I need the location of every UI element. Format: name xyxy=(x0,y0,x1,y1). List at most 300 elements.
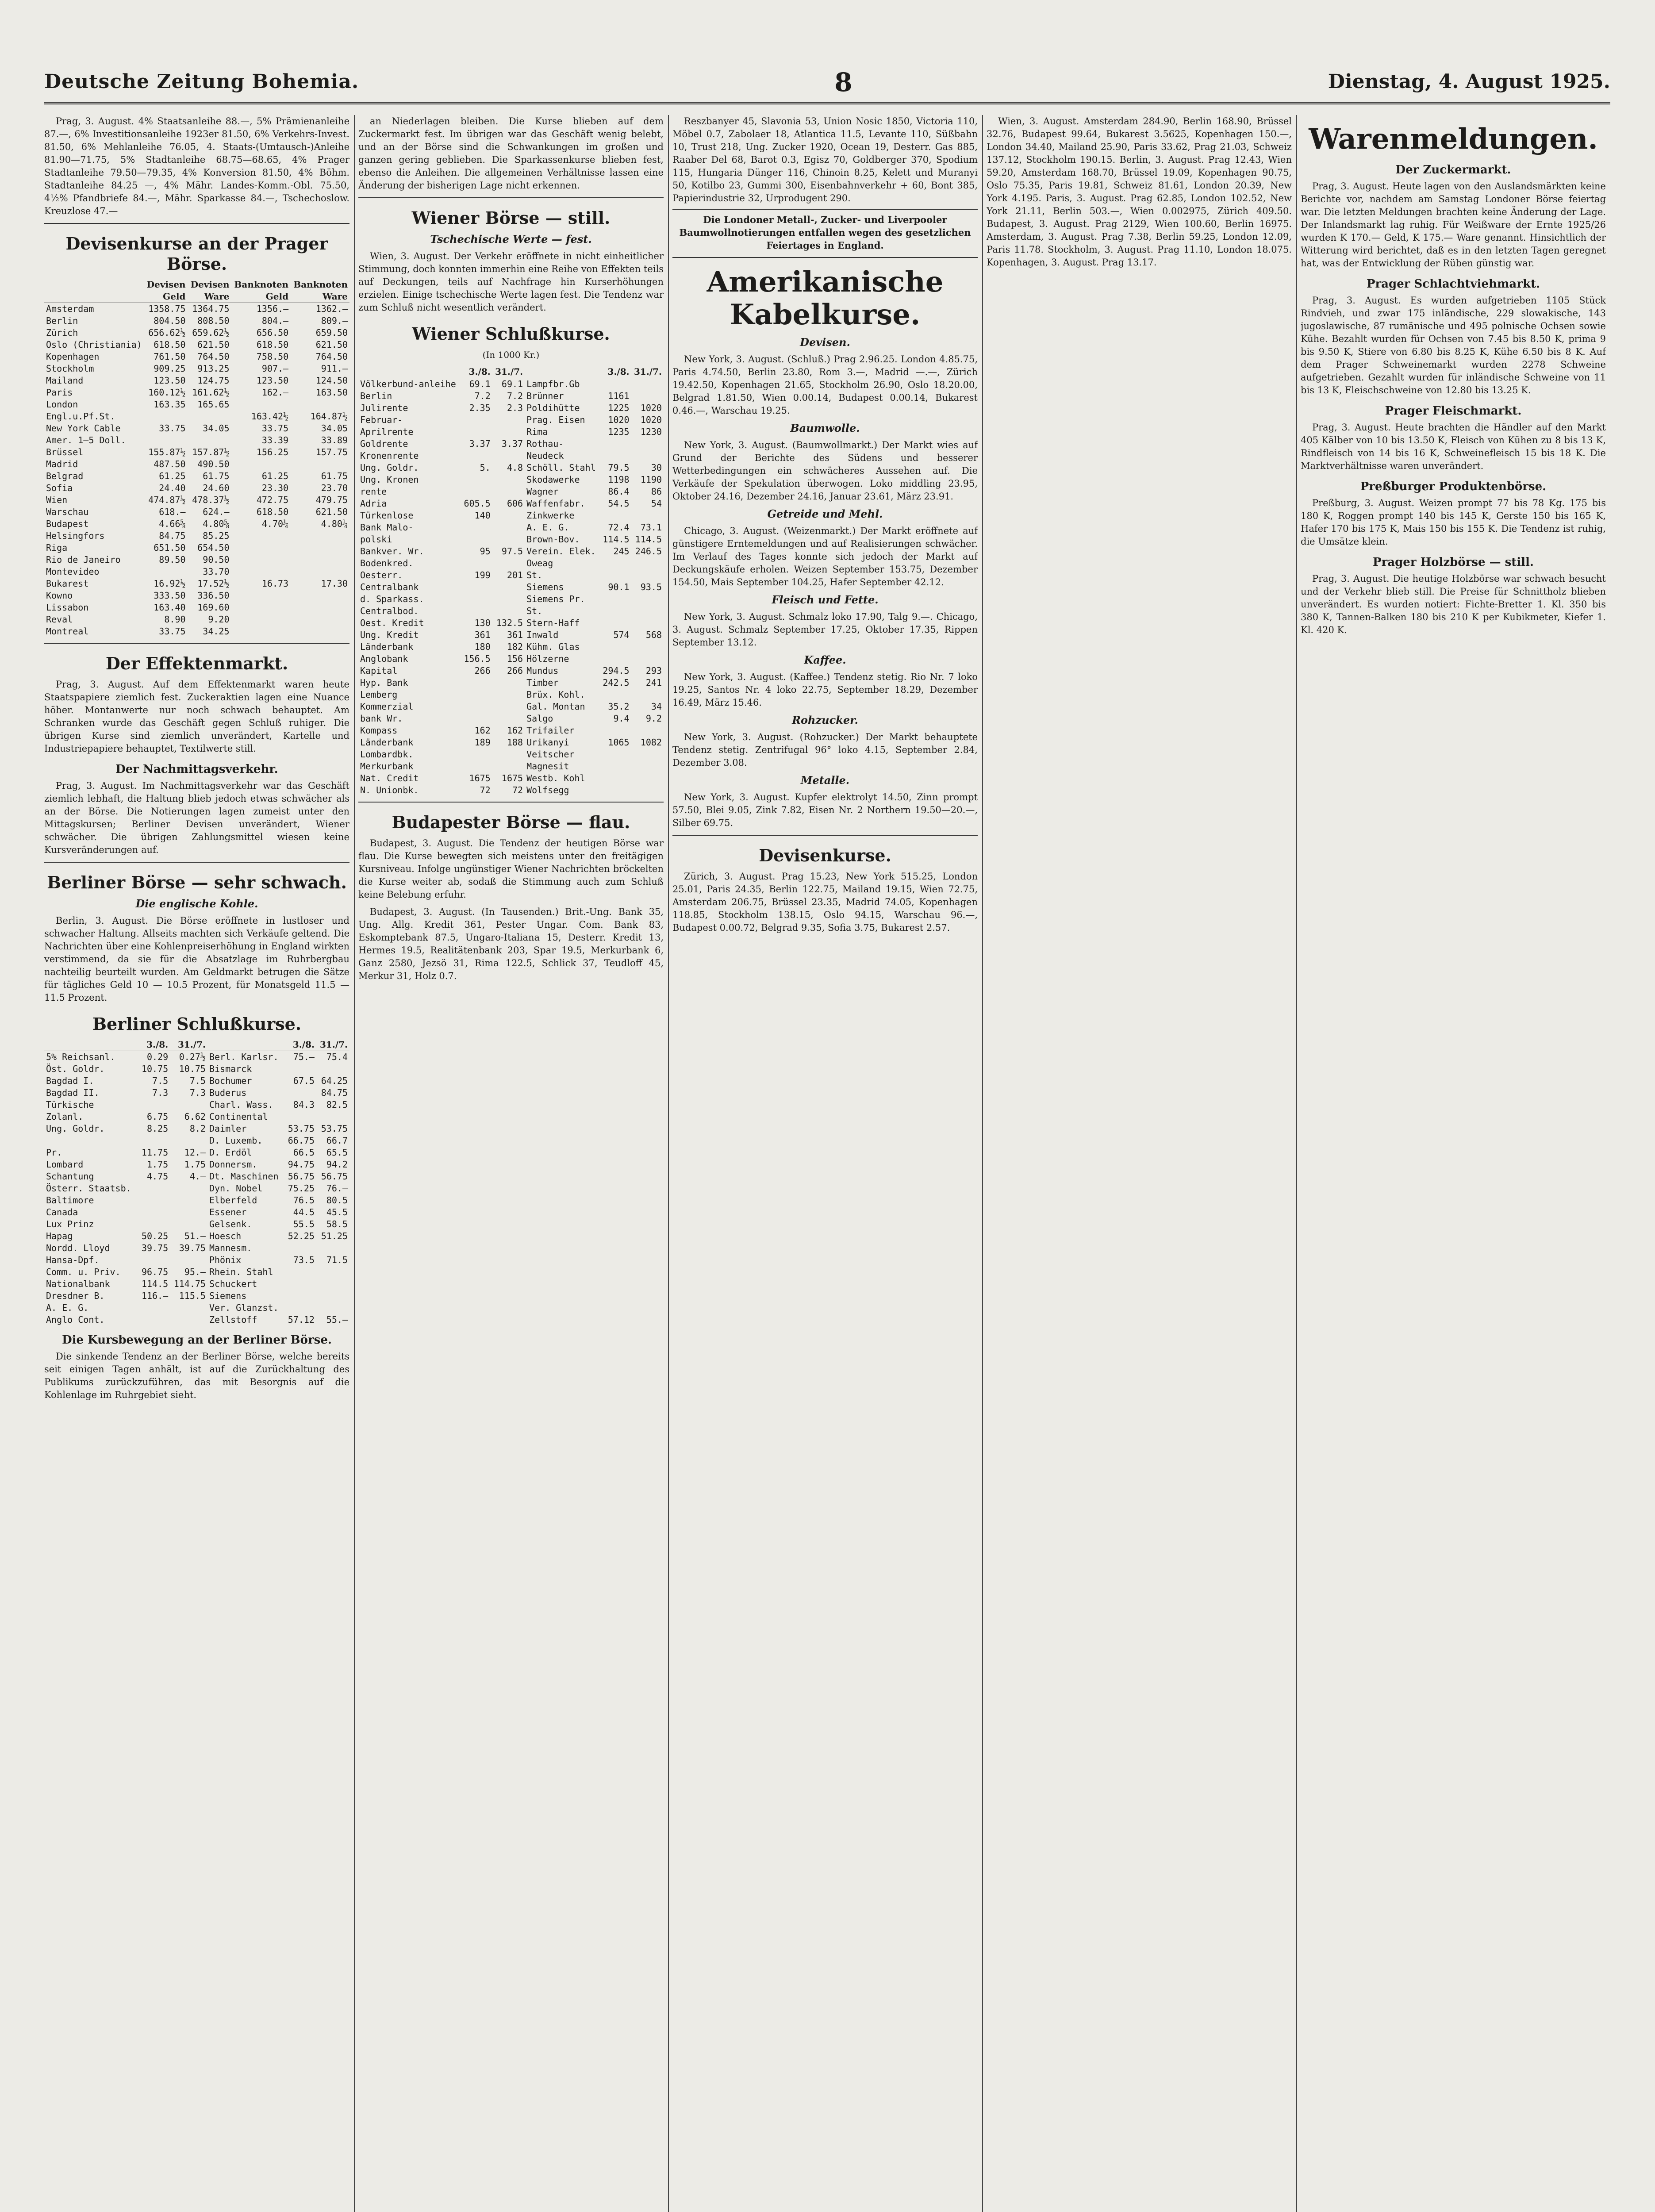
table-cell: Rima xyxy=(526,426,548,437)
table-cell: Zellstoff xyxy=(209,1314,257,1325)
table-header-cell xyxy=(44,279,144,303)
table-cell: 1020 xyxy=(640,403,662,413)
holz-title: Prager Holzbörse — still. xyxy=(1373,556,1534,569)
table-cell: 659.50 xyxy=(315,327,348,338)
table-cell xyxy=(231,566,291,578)
wiener-schluss-header-row xyxy=(358,366,664,378)
table-cell xyxy=(231,542,291,554)
table-row xyxy=(44,458,349,470)
table-cell: 0.29 xyxy=(146,1052,169,1062)
table-cell: 23.70 xyxy=(321,483,348,493)
table-cell: Öst. Goldr. xyxy=(46,1064,105,1074)
table-cell xyxy=(284,1290,316,1302)
table-cell xyxy=(631,772,664,784)
table-cell: 163.42½ xyxy=(251,411,289,422)
table-row xyxy=(44,518,349,530)
table-cell: 293 xyxy=(645,665,662,676)
table-cell: Veitscher xyxy=(526,749,575,760)
table-row xyxy=(358,569,664,581)
table-cell: 162 xyxy=(474,725,491,736)
zucker-title: Der Zuckermarkt. xyxy=(1395,163,1511,177)
table-cell xyxy=(316,1242,349,1254)
table-cell xyxy=(631,438,664,450)
table-cell: 5. xyxy=(480,462,491,473)
table-cell: 33.75 xyxy=(261,423,289,434)
table-cell xyxy=(492,450,525,462)
fleisch-text: New York, 3. August. Schmalz loko 17.90, Talg 9.—. Chicago, 3. August. Schmalz September 17.25, Oktober 17.35, Rippen September 13.12. xyxy=(672,611,978,648)
table-cell xyxy=(492,581,525,593)
wiener-schluss-body xyxy=(358,378,664,797)
table-row xyxy=(358,629,664,641)
table-cell xyxy=(284,1278,316,1290)
table-cell: 4.8 xyxy=(507,462,523,473)
table-row xyxy=(44,1290,349,1302)
baumwolle-text: New York, 3. August. (Baumwollmarkt.) Der Markt wies auf Grund der Berichte des Südens und besserer Wetterbedingungen ein schwächeres Aussehen auf. Die Verkäufe der Spekulation überwogen. Loko middling 23.95, Oktober 24.16, Dezember 24.16, Januar 23.61, März 23.91. xyxy=(672,440,978,502)
table-cell: Hapag xyxy=(46,1231,73,1241)
table-cell xyxy=(316,1302,349,1314)
table-cell xyxy=(138,1206,170,1218)
table-cell: 361 xyxy=(507,630,523,640)
table-cell xyxy=(284,1266,316,1278)
pressburg-title: Preßburger Produktenbörse. xyxy=(1360,480,1547,493)
table-cell: 1082 xyxy=(640,737,662,748)
table-cell xyxy=(284,1302,316,1314)
table-cell: Schöll. Stahl xyxy=(526,462,596,473)
getreide-text: Chicago, 3. August. (Weizenmarkt.) Der Markt eröffnete auf günstigere Erntemeldungen und auf Realisierungen schwächer. Im Verlauf des Tages konnte sich jedoch der Markt auf Deckungskäufe erholen. Weizen September 153.75, Dezember 154.50, Mais September 104.25, Hafer September 42.12. xyxy=(672,526,978,588)
table-cell: 7.5 xyxy=(152,1075,169,1086)
table-cell xyxy=(461,605,492,617)
table-cell: Lemberg xyxy=(360,689,398,700)
table-cell: Wien xyxy=(46,495,68,505)
column-rule xyxy=(354,115,355,2212)
table-cell: Zürich xyxy=(46,327,78,338)
divider xyxy=(672,209,978,210)
table-cell xyxy=(631,605,664,617)
table-cell: 6.62 xyxy=(184,1111,206,1122)
holz-text: Prag, 3. August. Die heutige Holzbörse war schwach besucht und der Verkehr blieb still. Die Preise für Schnittholz blieben unverändert. Es wurden notiert: Fichte-Bretter 1. Kl. 350 bis 380 K, Tannen-Balken 180 bis 210 K per Kubikmeter, Kiefer 1. Kl. 420 K. xyxy=(1301,573,1606,635)
table-cell: Sofia xyxy=(46,483,73,493)
table-cell: 333.50 xyxy=(154,590,186,601)
table-cell: 4.70¼ xyxy=(261,518,289,529)
wiener-text: Wien, 3. August. Der Verkehr eröffnete in nicht einheitlicher Stimmung, doch konnten immerhin eine Reihe von Effekten teils auf Deckungen, teils auf Nachfrage hin Kurserhöhungen erzielen. Einige tschechische Werte lagen fest. Die Tendenz war zum Schluß nicht wesentlich verändert. xyxy=(358,251,664,313)
wiener-schluss-table xyxy=(358,366,664,796)
table-cell: 7.3 xyxy=(189,1087,206,1098)
table-cell: 182 xyxy=(507,641,523,652)
table-cell: 654.50 xyxy=(197,542,230,553)
table-row xyxy=(44,1194,349,1206)
table-cell: 4.80¼ xyxy=(321,518,348,529)
table-cell: 44.5 xyxy=(293,1207,315,1217)
table-cell xyxy=(600,725,631,737)
table-cell: 76.— xyxy=(326,1183,348,1194)
table-cell: 123.50 xyxy=(256,375,289,386)
table-cell: Timber xyxy=(526,677,559,688)
table-cell: 2.35 xyxy=(469,403,491,413)
table-row xyxy=(358,378,664,391)
table-header-cell: Banknoten Geld xyxy=(231,279,291,303)
table-cell xyxy=(316,1111,349,1123)
table-cell: 95.— xyxy=(184,1267,206,1277)
table-cell: 618.50 xyxy=(256,339,289,350)
table-cell: 1225 xyxy=(608,403,630,413)
table-cell: 54.5 xyxy=(608,498,630,509)
table-cell xyxy=(492,701,525,713)
table-row xyxy=(44,399,349,411)
table-row xyxy=(358,581,664,593)
table-cell: Wagner xyxy=(526,486,559,497)
kabel-title: Amerikanische Kabelkurse. xyxy=(707,265,944,331)
table-cell xyxy=(492,749,525,760)
table-row xyxy=(358,725,664,737)
table-cell: Mundus xyxy=(526,665,559,676)
table-cell: 1358.75 xyxy=(148,303,186,314)
table-cell xyxy=(631,641,664,653)
table-row xyxy=(44,590,349,602)
table-row xyxy=(44,1266,349,1278)
table-cell xyxy=(170,1314,207,1326)
table-cell: 162 xyxy=(507,725,523,736)
table-cell: Februar- xyxy=(360,415,403,425)
table-cell: Warschau xyxy=(46,507,89,517)
table-cell: 34.05 xyxy=(203,423,230,434)
table-cell: Bochumer xyxy=(209,1075,252,1086)
table-row xyxy=(44,626,349,637)
table-cell: Bagdad I. xyxy=(46,1075,94,1086)
devisen-header-row xyxy=(44,279,349,303)
table-cell: 266 xyxy=(474,665,491,676)
table-cell: 8.90 xyxy=(164,614,186,625)
table-cell: 9.20 xyxy=(208,614,230,625)
table-cell: 474.87½ xyxy=(148,495,186,505)
table-row xyxy=(44,1314,349,1326)
getreide-kicker: Getreide und Mehl. xyxy=(767,507,883,520)
table-cell: 10.75 xyxy=(179,1064,206,1074)
table-cell: Ung. Kronen xyxy=(360,474,419,485)
table-cell: Ver. Glanzst. xyxy=(209,1302,279,1313)
table-row xyxy=(44,1171,349,1183)
table-row xyxy=(44,446,349,458)
table-cell: 361 xyxy=(474,630,491,640)
table-cell: 86 xyxy=(651,486,662,497)
table-cell: 913.25 xyxy=(197,363,230,374)
table-cell: Continental xyxy=(209,1111,268,1122)
table-cell xyxy=(631,725,664,737)
table-row xyxy=(358,390,664,402)
nachmittag-title: Der Nachmittagsverkehr. xyxy=(115,763,278,776)
table-cell: 16.92½ xyxy=(154,578,186,589)
table-cell xyxy=(631,450,664,462)
table-cell xyxy=(138,1218,170,1230)
table-cell xyxy=(492,593,525,605)
table-cell: Baltimore xyxy=(46,1195,94,1206)
table-row xyxy=(44,506,349,518)
pressburg-text: Preßburg, 3. August. Weizen prompt 77 bis 78 Kg. 175 bis 180 K, Roggen prompt 140 bis 145 K, Gerste 150 bis 165 K, Hafer 170 bis 175 K, Mais 150 bis 155 K. Die Tendenz ist ruhig, die Umsätze klein. xyxy=(1301,498,1606,547)
wiener-title: Wiener Börse — still. xyxy=(411,208,611,228)
table-cell: Buderus xyxy=(209,1087,247,1098)
table-cell xyxy=(290,626,349,637)
table-cell xyxy=(461,426,492,438)
table-cell xyxy=(631,378,664,391)
table-cell: A. E. G. xyxy=(46,1302,89,1313)
wiener-schluss-title: Wiener Schlußkurse. xyxy=(412,324,610,344)
table-cell: 130 xyxy=(474,618,491,628)
table-cell: 163.40 xyxy=(154,602,186,613)
table-cell: Berlin xyxy=(46,315,78,326)
table-cell xyxy=(492,557,525,569)
table-cell: Essener xyxy=(209,1207,247,1217)
devisenkurse-title: Devisenkurse. xyxy=(759,845,891,865)
table-row xyxy=(44,554,349,566)
table-cell: 75.25 xyxy=(288,1183,315,1194)
table-cell xyxy=(231,626,291,637)
table-cell: 242.5 xyxy=(603,677,630,688)
table-cell xyxy=(461,450,492,462)
berlin-schluss-title: Berliner Schlußkurse. xyxy=(92,1014,302,1034)
table-row xyxy=(358,450,664,462)
table-row xyxy=(44,494,349,506)
table-cell: 124.50 xyxy=(315,375,348,386)
table-cell: 4.75 xyxy=(146,1171,169,1182)
table-cell: 8.2 xyxy=(189,1123,206,1134)
table-cell: bank Wr. xyxy=(360,713,403,724)
table-cell: 30 xyxy=(651,462,662,473)
table-cell: 4.— xyxy=(189,1171,206,1182)
table-cell xyxy=(316,1063,349,1075)
berlin-schluss-body xyxy=(44,1051,349,1326)
divider xyxy=(358,197,664,198)
table-cell: 1161 xyxy=(608,391,630,401)
table-cell: Zolanl. xyxy=(46,1111,84,1122)
table-cell xyxy=(231,590,291,602)
table-row xyxy=(44,1230,349,1242)
table-cell: 764.50 xyxy=(315,351,348,362)
waren-title: Warenmeldungen. xyxy=(1309,123,1598,156)
table-cell: Elberfeld xyxy=(209,1195,257,1206)
divider xyxy=(44,643,349,644)
table-cell: Wolfsegg xyxy=(526,785,569,795)
table-cell: 1356.— xyxy=(256,303,289,314)
table-cell: 33.39 xyxy=(261,435,289,445)
table-cell: 90.50 xyxy=(203,554,230,565)
table-cell xyxy=(284,1063,316,1075)
table-cell xyxy=(290,602,349,614)
berlin-schluss-header-row xyxy=(44,1039,349,1051)
table-cell: 33.75 xyxy=(159,626,186,637)
table-cell: 66.75 xyxy=(288,1135,315,1146)
table-cell: 156.5 xyxy=(464,653,491,664)
table-header-cell: 31./7. xyxy=(316,1039,349,1051)
table-cell: 86.4 xyxy=(608,486,630,497)
prague-bond-quotes: Prag, 3. August. 4% Staatsanleihe 88.—, 5% Prämienanleihe 87.—, 6% Investitionsanleihe 1923er 81.50, 6% Verkehrs-Invest. 81.50, 6% Mehlanleihe 76.05, 4. Staats-(Umtausch-)Anleihe 81.90—71.75, 5% Stadtanleihe 68.75—68.65, 4% Prager Stadtanleihe 79.50—79.35, 4% Konversion 81.50, 4% Böhm. Stadtanleihe 84.25 —, 4% Mähr. Landes-Komm.-Obl. 75.50, 4½% Pfandbriefe 84.—, Mähr. Sparkasse 84.—, Tschechoslow. Kreuzlose 47.— xyxy=(44,116,349,216)
table-cell: 189 xyxy=(474,737,491,748)
table-cell: 1362.— xyxy=(315,303,348,314)
table-cell xyxy=(492,522,525,534)
table-cell xyxy=(170,1218,207,1230)
table-cell xyxy=(170,1183,207,1194)
table-cell xyxy=(461,701,492,713)
table-cell xyxy=(138,1194,170,1206)
table-cell xyxy=(461,557,492,569)
table-cell: 165.65 xyxy=(197,399,230,410)
table-row xyxy=(358,737,664,749)
effekten-text: Prag, 3. August. Auf dem Effektenmarkt waren heute Staatspapiere ziemlich fest. Zuckeraktien lagen eine Nuance höher. Montanwerte nur noch schwach behauptet. Am Schranken wurde das Geschäft gegen Schluß ruhiger. Die übrigen Kurse sind ziemlich unverändert, Kartelle und Industriepapiere behauptet, Textilwerte still. xyxy=(44,679,349,754)
table-row xyxy=(358,605,664,617)
table-cell: Lombardbk. xyxy=(360,749,414,760)
table-cell xyxy=(231,602,291,614)
table-row xyxy=(358,772,664,784)
table-cell: 57.12 xyxy=(288,1314,315,1325)
table-header-cell xyxy=(44,1039,138,1051)
table-cell xyxy=(231,554,291,566)
table-cell: Goldrente xyxy=(360,438,408,449)
table-cell: Kopenhagen xyxy=(46,351,100,362)
table-cell: 3.37 xyxy=(501,438,523,449)
table-row xyxy=(44,375,349,387)
table-cell: 156 xyxy=(507,653,523,664)
table-cell xyxy=(144,434,188,446)
table-cell: 33.75 xyxy=(159,423,186,434)
table-row xyxy=(358,510,664,522)
table-cell: Lissabon xyxy=(46,602,89,613)
table-cell xyxy=(284,1242,316,1254)
table-cell: 1235 xyxy=(608,426,630,437)
table-cell xyxy=(600,510,631,522)
table-row xyxy=(44,602,349,614)
table-row xyxy=(44,434,349,446)
table-cell: Hoesch xyxy=(209,1231,242,1241)
table-header-cell xyxy=(207,1039,284,1051)
table-header-cell: Banknoten Ware xyxy=(290,279,349,303)
table-cell: 33.70 xyxy=(203,566,230,577)
table-cell: 51.25 xyxy=(321,1231,348,1241)
table-cell xyxy=(631,784,664,796)
table-cell: 24.40 xyxy=(159,483,186,493)
table-cell: rente xyxy=(360,486,387,497)
table-cell: Montreal xyxy=(46,626,89,637)
table-cell xyxy=(492,426,525,438)
table-row xyxy=(358,713,664,725)
table-cell: Prag. Eisen xyxy=(526,415,585,425)
table-cell: Berlin xyxy=(360,391,392,401)
table-cell: 65.5 xyxy=(326,1147,348,1158)
devisen-title: Devisenkurse an der Prager Börse. xyxy=(65,234,328,274)
table-cell xyxy=(290,530,349,542)
table-cell: 94.2 xyxy=(326,1159,348,1170)
table-cell: 67.5 xyxy=(293,1075,315,1086)
table-cell xyxy=(631,557,664,569)
table-cell: Hyp. Bank xyxy=(360,677,408,688)
table-cell: polski xyxy=(360,534,392,545)
table-cell xyxy=(461,760,492,772)
table-cell: 69.1 xyxy=(501,379,523,389)
table-cell xyxy=(461,677,492,689)
wiener-schluss-unit: (In 1000 Kr.) xyxy=(482,349,540,360)
table-cell: 294.5 xyxy=(603,665,630,676)
table-row xyxy=(44,422,349,434)
table-cell xyxy=(290,399,349,411)
metalle-kicker: Metalle. xyxy=(800,774,850,787)
table-cell xyxy=(600,557,631,569)
table-row xyxy=(44,339,349,351)
table-cell xyxy=(231,399,291,411)
table-cell: 73.5 xyxy=(293,1255,315,1265)
table-cell xyxy=(631,689,664,701)
table-cell: 804.50 xyxy=(154,315,186,326)
table-cell: 163.35 xyxy=(154,399,186,410)
table-cell: 911.— xyxy=(321,363,348,374)
table-cell: Brüssel xyxy=(46,447,84,457)
page-number: 8 xyxy=(834,67,852,97)
table-row xyxy=(358,665,664,677)
devisen-body xyxy=(44,303,349,638)
table-cell: 53.75 xyxy=(288,1123,315,1134)
table-cell: 61.25 xyxy=(261,471,289,481)
table-header-cell: 3./8. xyxy=(284,1039,316,1051)
table-cell: 17.52½ xyxy=(197,578,230,589)
table-cell: 39.75 xyxy=(141,1243,169,1253)
table-cell: Bismarck xyxy=(209,1064,252,1074)
table-cell xyxy=(44,1135,138,1147)
kabel-kicker: Devisen. xyxy=(800,336,850,349)
table-cell: 618.50 xyxy=(256,507,289,517)
issue-date: Dienstag, 4. August 1925. xyxy=(1328,70,1610,93)
table-row xyxy=(358,749,664,760)
table-cell: 478.37½ xyxy=(192,495,230,505)
table-cell xyxy=(600,784,631,796)
table-cell: 84.3 xyxy=(293,1099,315,1110)
effekten-title: Der Effektenmarkt. xyxy=(105,653,288,673)
table-cell: 605.5 xyxy=(464,498,491,509)
table-row xyxy=(44,1254,349,1266)
table-cell: Kompass xyxy=(360,725,398,736)
table-cell: 764.50 xyxy=(197,351,230,362)
table-cell: Rhein. Stahl xyxy=(209,1267,273,1277)
devisen-table xyxy=(44,279,349,637)
table-cell: 17.30 xyxy=(321,578,348,589)
table-cell: Österr. Staatsb. xyxy=(46,1183,131,1194)
table-cell: Bodenkred. xyxy=(360,558,414,568)
wiener-kicker: Tschechische Werte — fest. xyxy=(430,233,592,246)
table-cell xyxy=(284,1087,316,1099)
table-cell: 621.50 xyxy=(197,339,230,350)
table-cell: d. Sparkass. xyxy=(360,594,424,604)
table-cell: 0.27½ xyxy=(179,1052,206,1062)
table-cell: Kommerzial xyxy=(360,701,414,712)
table-cell: 758.50 xyxy=(256,351,289,362)
market-commentary: an Niederlagen bleiben. Die Kurse blieben auf dem Zuckermarkt fest. Im übrigen war das Geschäft wenig belebt, und an der Börse sind die Schwankungen im großen und ganzen gering geblieben. Die Sparkassenkurse blieben fest, ebenso die Anleihen. Die allgemeinen Verhältnisse lassen eine Änderung der bisherigen Lage nicht erkennen. xyxy=(358,116,664,191)
table-cell: Ung. Kredit xyxy=(360,630,419,640)
budapest-figures: Budapest, 3. August. (In Tausenden.) Brit.-Ung. Bank 35, Ung. Allg. Kredit 361, Pester Ungar. Com. Bank 83, Eskomptebank 87.5, Ungaro-Italiana 15, Desterr. Kredit 13, Hermes 19.5, Realitätenbank 203, Spar 19.5, Merkurbank 6, Ganz 2580, Jezsö 31, Rima 122.5, Schlick 37, Teudloff 45, Merkur 31, Holz 0.7. xyxy=(358,906,664,981)
table-cell: 266 xyxy=(507,665,523,676)
table-cell: A. E. G. xyxy=(526,522,569,533)
table-cell: Poldihütte xyxy=(526,403,580,413)
table-cell xyxy=(461,534,492,545)
table-cell: Kowno xyxy=(46,590,73,601)
table-cell: 58.5 xyxy=(326,1219,348,1229)
table-cell xyxy=(492,510,525,522)
table-cell: Bagdad II. xyxy=(46,1087,100,1098)
table-cell: Helsingfors xyxy=(46,530,105,541)
table-cell: Reval xyxy=(46,614,73,625)
table-cell: 162.— xyxy=(261,387,289,398)
table-cell: 75.4 xyxy=(326,1052,348,1062)
foreign-exchange-text: Wien, 3. August. Amsterdam 284.90, Berlin 168.90, Brüssel 32.76, Budapest 99.64, Bukarest 3.5625, Kopenhagen 150.—, London 34.40, Mailand 25.90, Paris 33.62, Prag 21.03, Schweiz 137.12, Stockholm 190.15. Berlin, 3. August. Prag 12.43, Wien 59.20, Amsterdam 168.70, Brüssel 19.09, Kopenhagen 90.75, Oslo 75.35, Paris 19.81, Schweiz 81.61, London 20.39, New York 4.195. Paris, 3. August. Prag 62.85, London 102.52, New York 21.11, Berlin 503.—, Wien 0.002975, Zürich 409.50. Budapest, 3. August. Prag 2129, Wien 100.60, Berlin 16975. Amsterdam, 3. August. Prag 7.38, Berlin 59.25, London 12.09, Paris 11.78. Stockholm, 3. August. Prag 11.10, London 18.075. Kopenhagen, 3. August. Prag 13.17. xyxy=(987,116,1292,268)
table-row xyxy=(358,641,664,653)
table-cell xyxy=(600,641,631,653)
table-cell: 809.— xyxy=(321,315,348,326)
table-cell xyxy=(170,1194,207,1206)
table-cell: 72.4 xyxy=(608,522,630,533)
